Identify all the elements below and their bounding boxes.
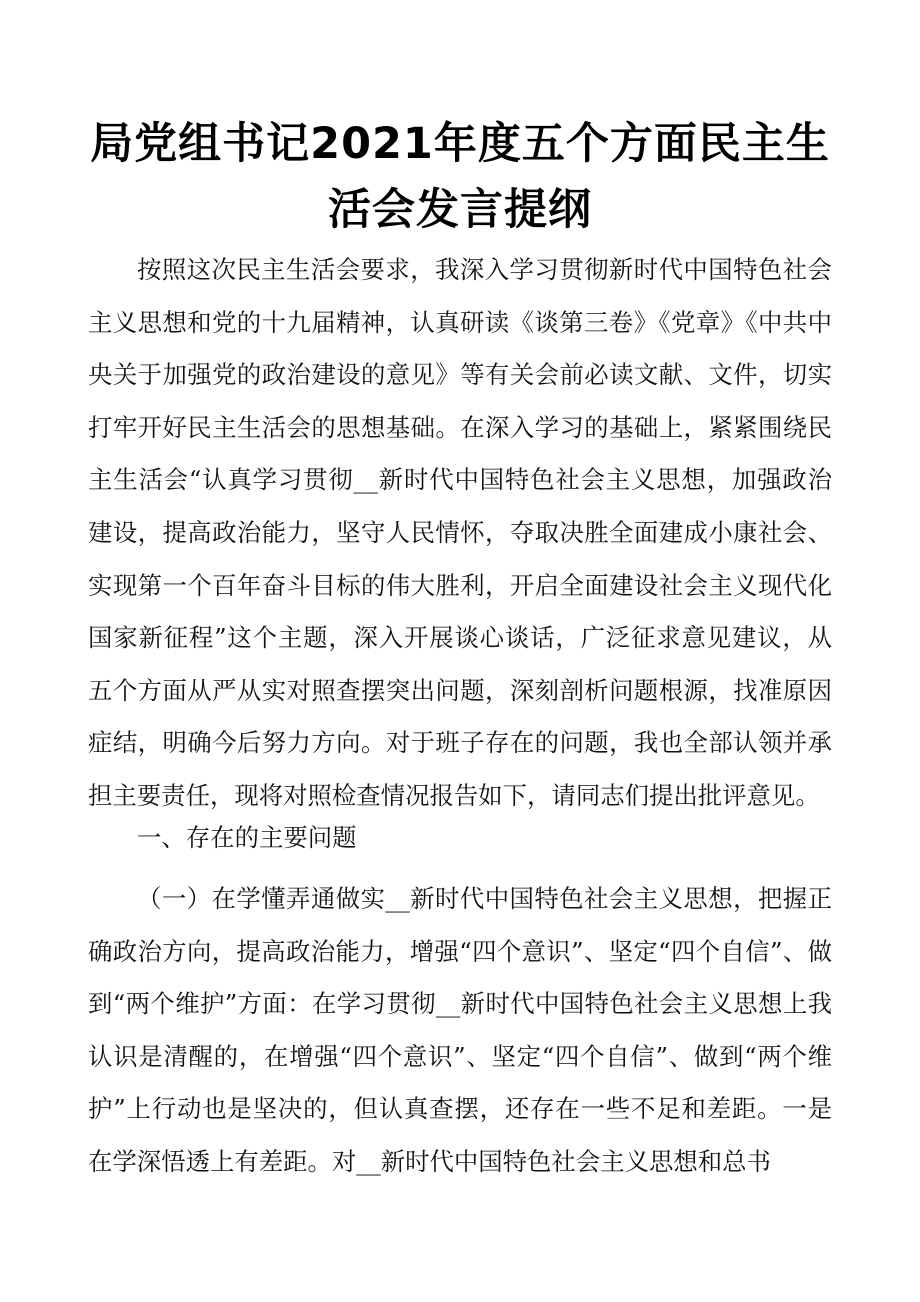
section-paragraph: （一）在学懂弄通做实__新时代中国特色社会主义思想，把握正确政治方向，提高政治能力，增强“四个意识”、坚定“四个自信”、做到“两个维护”方面：在学习贯彻__新时代中国特色社会主义思想上我认识是清醒的，在增强“四个意识”、坚定“四个自信”、做到“两个维护”上行动也是坚决的，但认真查摆，还存在一些不足和差距。一是在学深悟透上有差距。对__新时代中国特色社会主义思想和总书 (88, 884, 832, 1176)
document-title-line-2: 活会发言提纲 (328, 185, 592, 235)
section-heading: 一、存在的主要问题 (137, 823, 357, 852)
document-title-line-1: 局党组书记2021年度五个方面民主生 (90, 119, 830, 169)
intro-paragraph: 按照这次民主生活会要求，我深入学习贯彻新时代中国特色社会主义思想和党的十九届精神，认真研读《谈第三卷》《党章》《中共中央关于加强党的政治建设的意见》等有关会前必读文献、文件，切实打牢开好民主生活会的思想基础。在深入学习的基础上，紧紧围绕民主生活会“认真学习贯彻__新时代中国特色社会主义思想，加强政治建设，提高政治能力，坚守人民情怀，夺取决胜全面建成小康社会、实现第一个百年奋斗目标的伟大胜利，开启全面建设社会主义现代化国家新征程”这个主题，深入开展谈心谈话，广泛征求意见建议，从五个方面从严从实对照查摆突出问题，深刻剖析问题根源，找准原因症结，明确今后努力方向。对于班子存在的问题，我也全部认领并承担主要责任，现将对照检查情况报告如下，请同志们提出批评意见。 (88, 255, 832, 810)
